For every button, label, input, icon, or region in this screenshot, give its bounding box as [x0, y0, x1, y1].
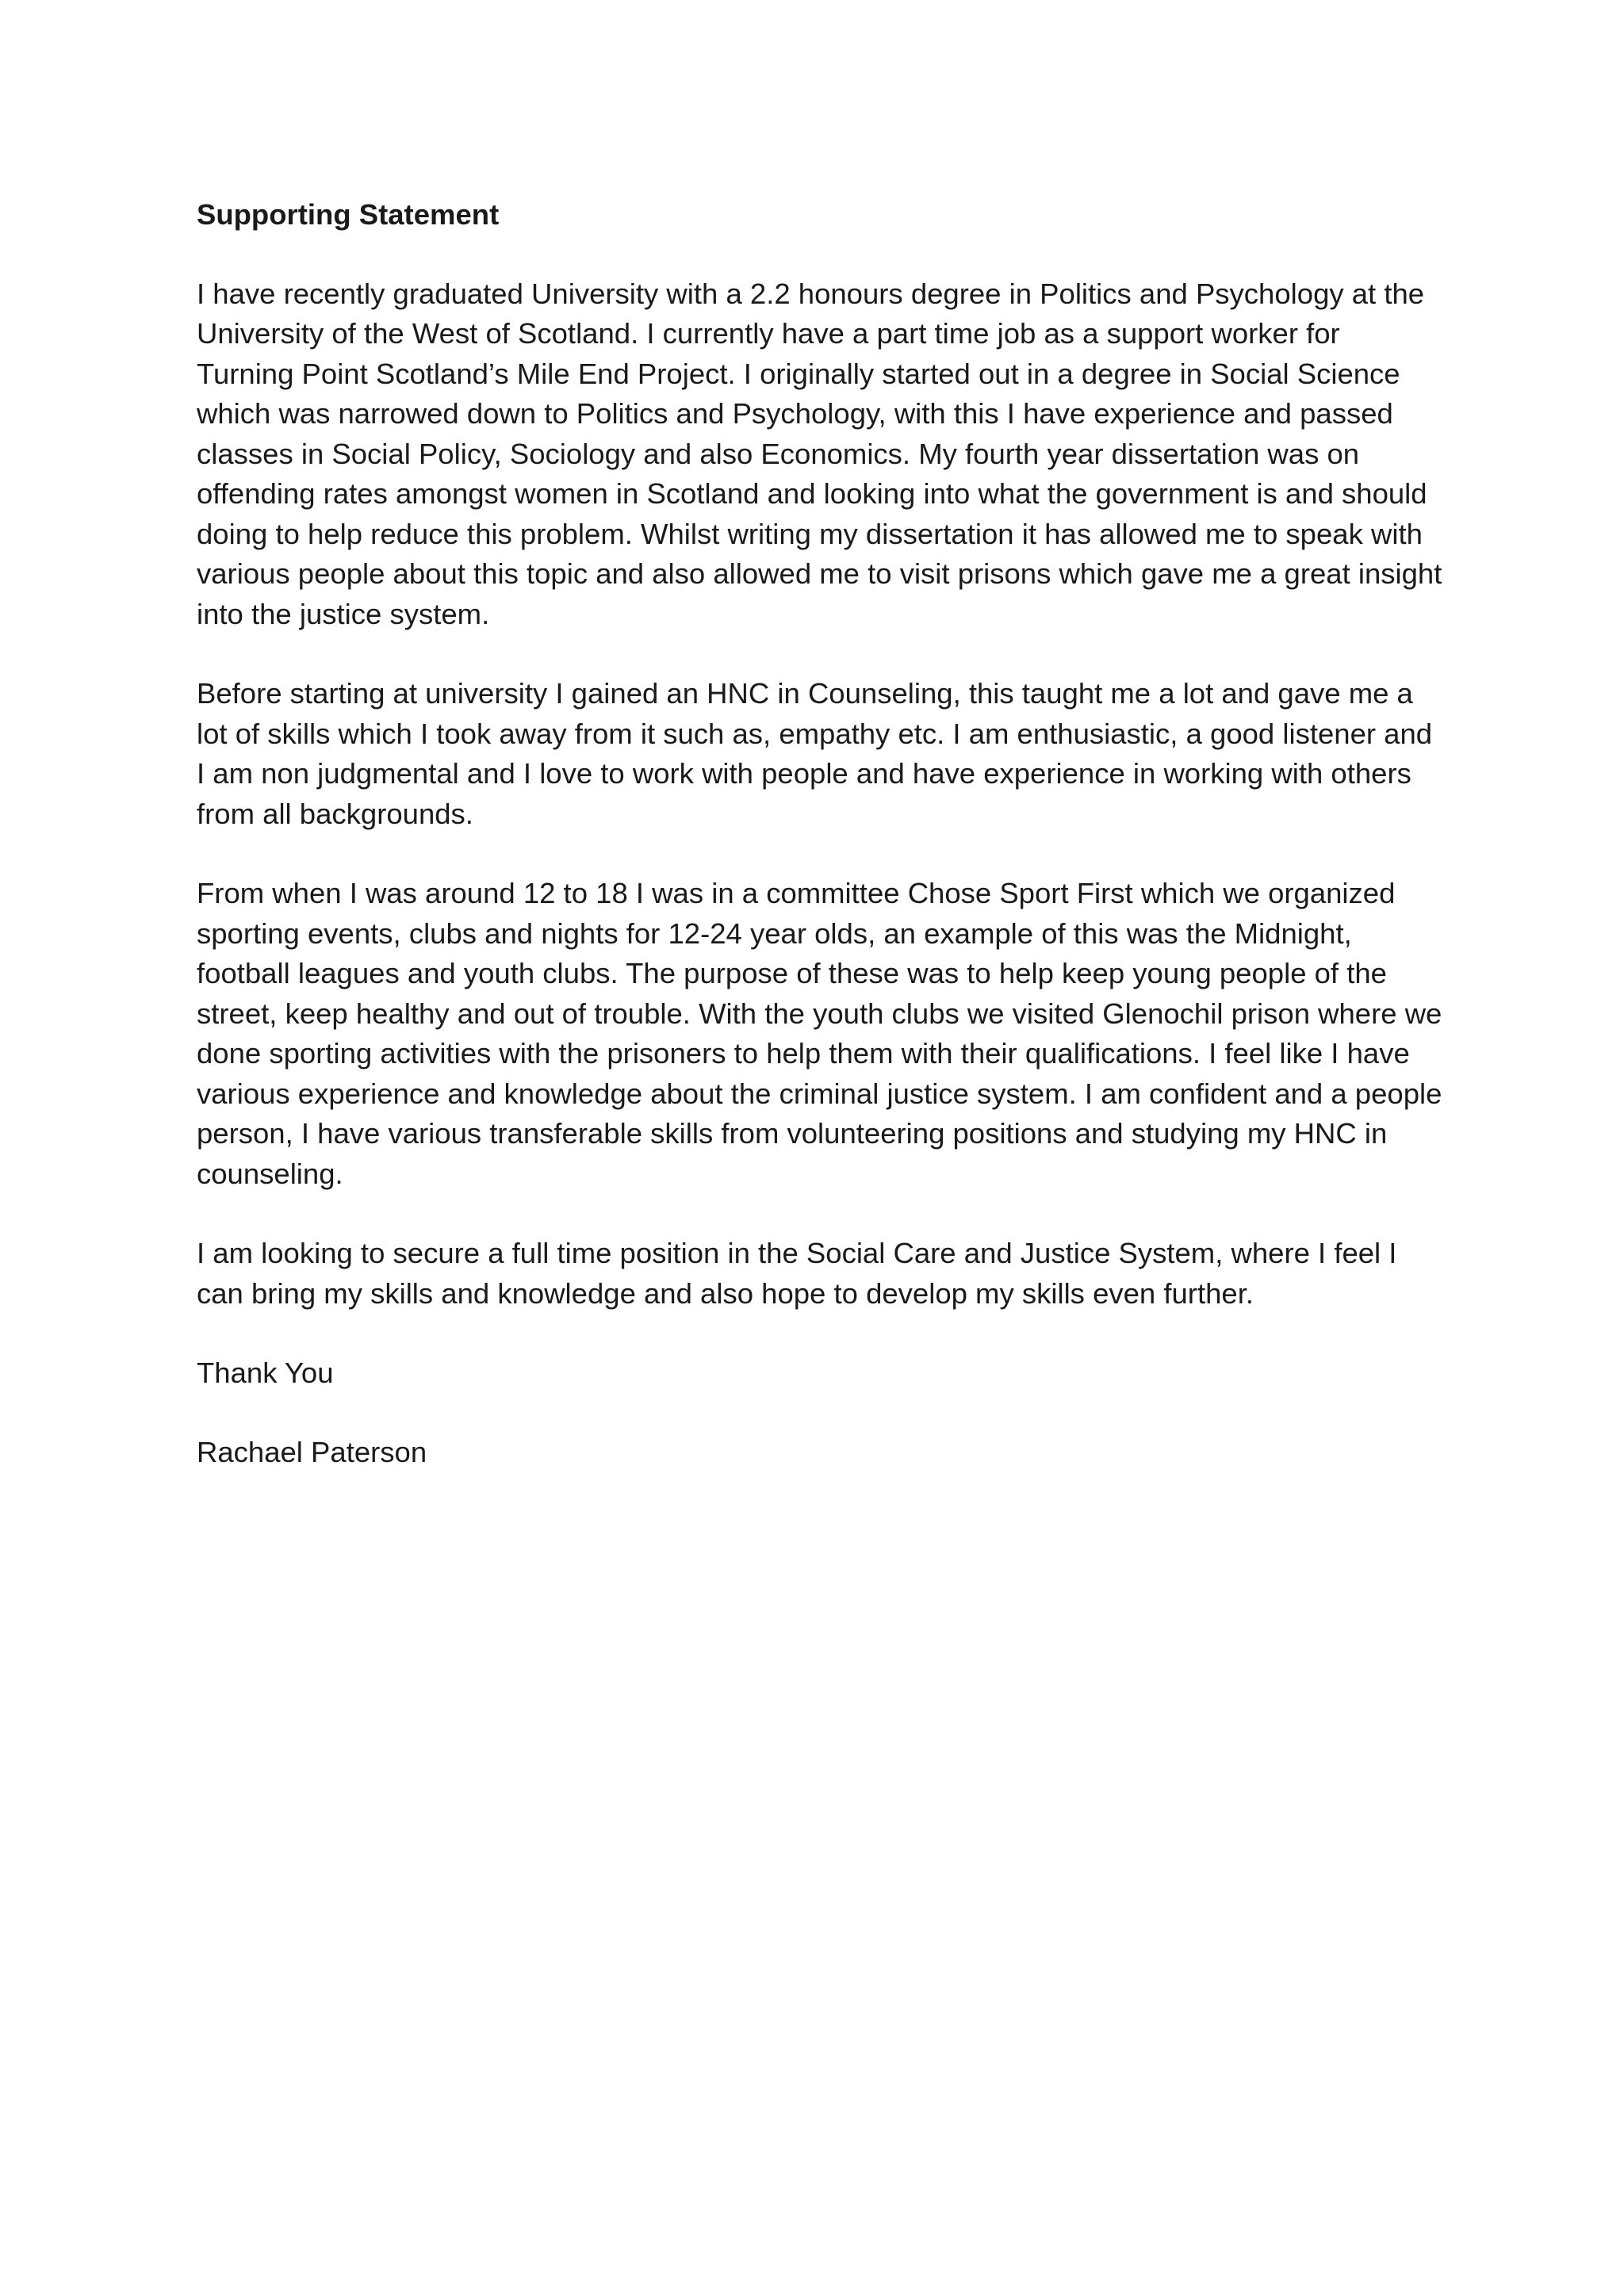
page-title: Supporting Statement [197, 198, 500, 231]
statement-body [197, 195, 1443, 1472]
paragraph-committee: From when I was around 12 to 18 I was in a committee Chose Sport First which we organized sporting events, clubs and nights for 12-24 year olds, an example of this was the Midnight, football leagues and youth clubs. The purpose of these was to help keep young people of the street, keep healthy and out of trouble. With the youth clubs we visited Glenochil prison where we done sporting activities with the prisoners to help them with their qualifications. I feel like I have various experience and knowledge about the criminal justice system. I am confident and a people person, I have various transferable skills from volunteering positions and studying my HNC in counseling. [197, 877, 1442, 1190]
paragraph-hnc: Before starting at university I gained an HNC in Counseling, this taught me a lot and gave me a lot of skills which I took away from it such as, empathy etc. I am enthusiastic, a good listener and I am non judgmental and I love to work with people and have experience in working with others from all backgrounds. [197, 677, 1433, 830]
closing-line: Thank You [197, 1357, 334, 1389]
paragraph-education: I have recently graduated University with a 2.2 honours degree in Politics and Psychology at the University of the West of Scotland. I currently have a part time job as a support worker for Turning Point Scotland’s Mile End Project. I originally started out in a degree in Social Science which was narrowed down to Politics and Psychology, with this I have experience and passed classes in Social Policy, Sociology and also Economics. My fourth year dissertation was on offending rates amongst women in Scotland and looking into what the government is and should doing to help reduce this problem. Whilst writing my dissertation it has allowed me to speak with various people about this topic and also allowed me to visit prisons which gave me a great insight into the justice system. [197, 277, 1442, 630]
signature-name: Rachael Paterson [197, 1435, 427, 1468]
paragraph-goal: I am looking to secure a full time position in the Social Care and Justice System, where I feel I can bring my skills and knowledge and also hope to develop my skills even further. [197, 1237, 1397, 1310]
